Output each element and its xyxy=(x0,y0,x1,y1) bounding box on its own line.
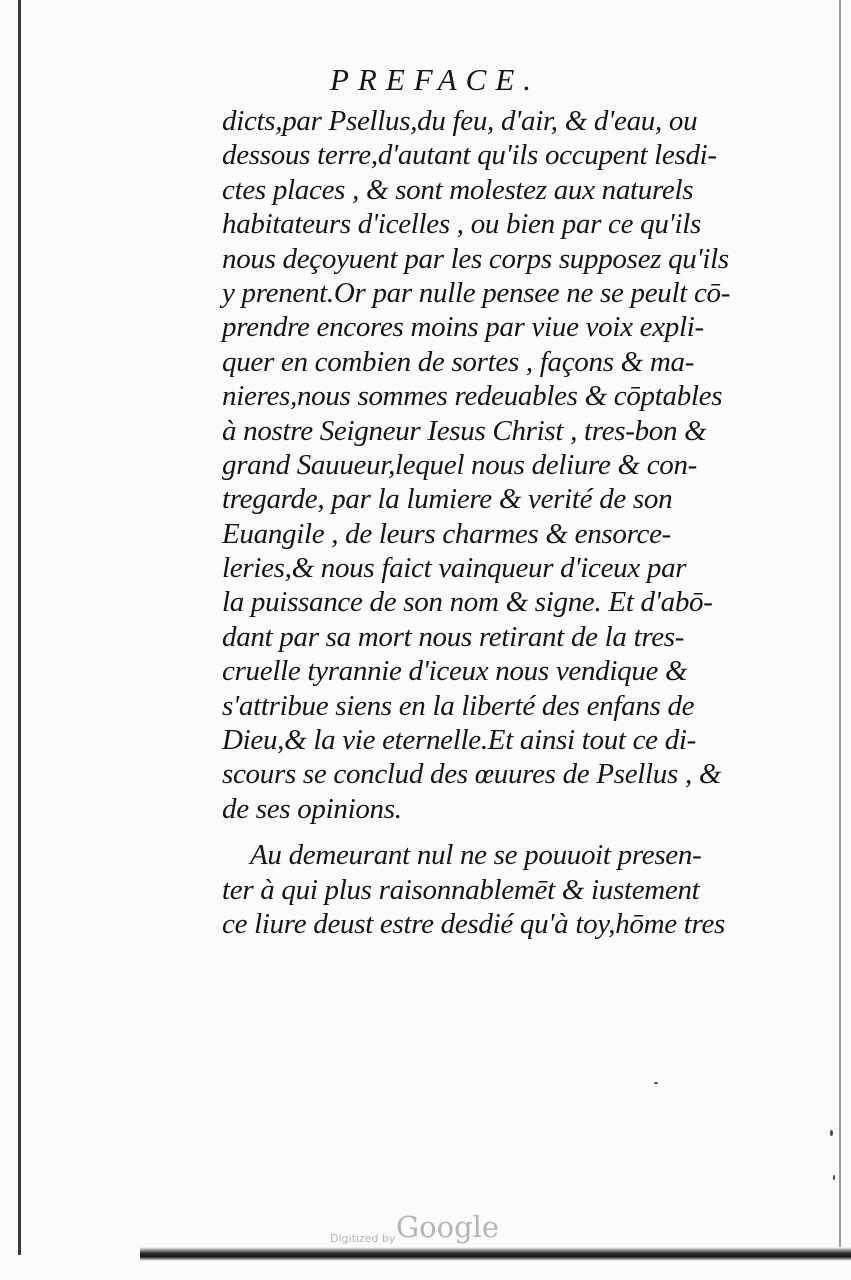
body-line: dicts,par Psellus,du feu, d'air, & d'eau, ou xyxy=(222,105,698,137)
body-line: scours se conclud des œuures de Psellus , & xyxy=(222,758,722,791)
body-line: grand Sauueur,lequel nous deliure & con- xyxy=(222,448,698,481)
body-line: prendre encores moins par viue voix expli- xyxy=(222,311,704,344)
body-line: y prenent.Or par nulle pensee ne se peult cō- xyxy=(222,276,731,309)
body-line: de ses opinions. xyxy=(222,792,402,825)
body-line: Dieu,& la vie eternelle.Et ainsi tout ce di- xyxy=(222,724,697,757)
body-line: quer en combien de sortes , façons & ma- xyxy=(222,345,695,378)
body-line: la puissance de son nom & signe. Et d'abō- xyxy=(222,586,713,619)
body-line: dessous terre,d'autant qu'ils occupent lesdi- xyxy=(222,139,717,172)
watermark-prefix: Digitized by xyxy=(330,1232,396,1245)
body-line: nieres,nous sommes redeuables & cōptables xyxy=(222,380,723,413)
digitized-watermark xyxy=(330,1210,520,1250)
running-header: PREFACE. xyxy=(330,62,541,97)
page-right-edge-shadow xyxy=(839,0,841,1250)
google-logo: Google xyxy=(396,1210,500,1244)
body-line: cruelle tyrannie d'iceux nous vendique & xyxy=(222,655,688,688)
scan-speck xyxy=(830,1130,833,1136)
body-text xyxy=(222,104,742,941)
page-left-edge-shadow xyxy=(18,0,21,1255)
scan-speck xyxy=(833,1175,835,1180)
body-line: à nostre Seigneur Iesus Christ , tres-bon & xyxy=(222,414,707,447)
body-line: ctes places , & sont molestez aux naturels xyxy=(222,173,694,206)
body-line: ce liure deust estre desdié qu'à toy,hōme tres xyxy=(222,907,726,940)
body-line: ter à qui plus raisonnablemēt & iustement xyxy=(222,873,700,906)
paragraph-first-line: Au demeurant nul ne se pouuoit presen- xyxy=(250,839,702,872)
scan-speck xyxy=(654,1082,658,1084)
body-line: leries,& nous faict vainqueur d'iceux par xyxy=(222,552,687,585)
body-line: habitateurs d'icelles , ou bien par ce qu'ils xyxy=(222,208,701,241)
body-line: dant par sa mort nous retirant de la tres- xyxy=(222,620,685,653)
body-line: tregarde, par la lumiere & verité de son xyxy=(222,483,673,516)
body-line: nous deçoyuent par les corps supposez qu'ils xyxy=(222,242,729,275)
body-line: Euangile , de leurs charmes & ensorce- xyxy=(222,517,672,550)
body-line: s'attribue siens en la liberté des enfans de xyxy=(222,689,695,722)
